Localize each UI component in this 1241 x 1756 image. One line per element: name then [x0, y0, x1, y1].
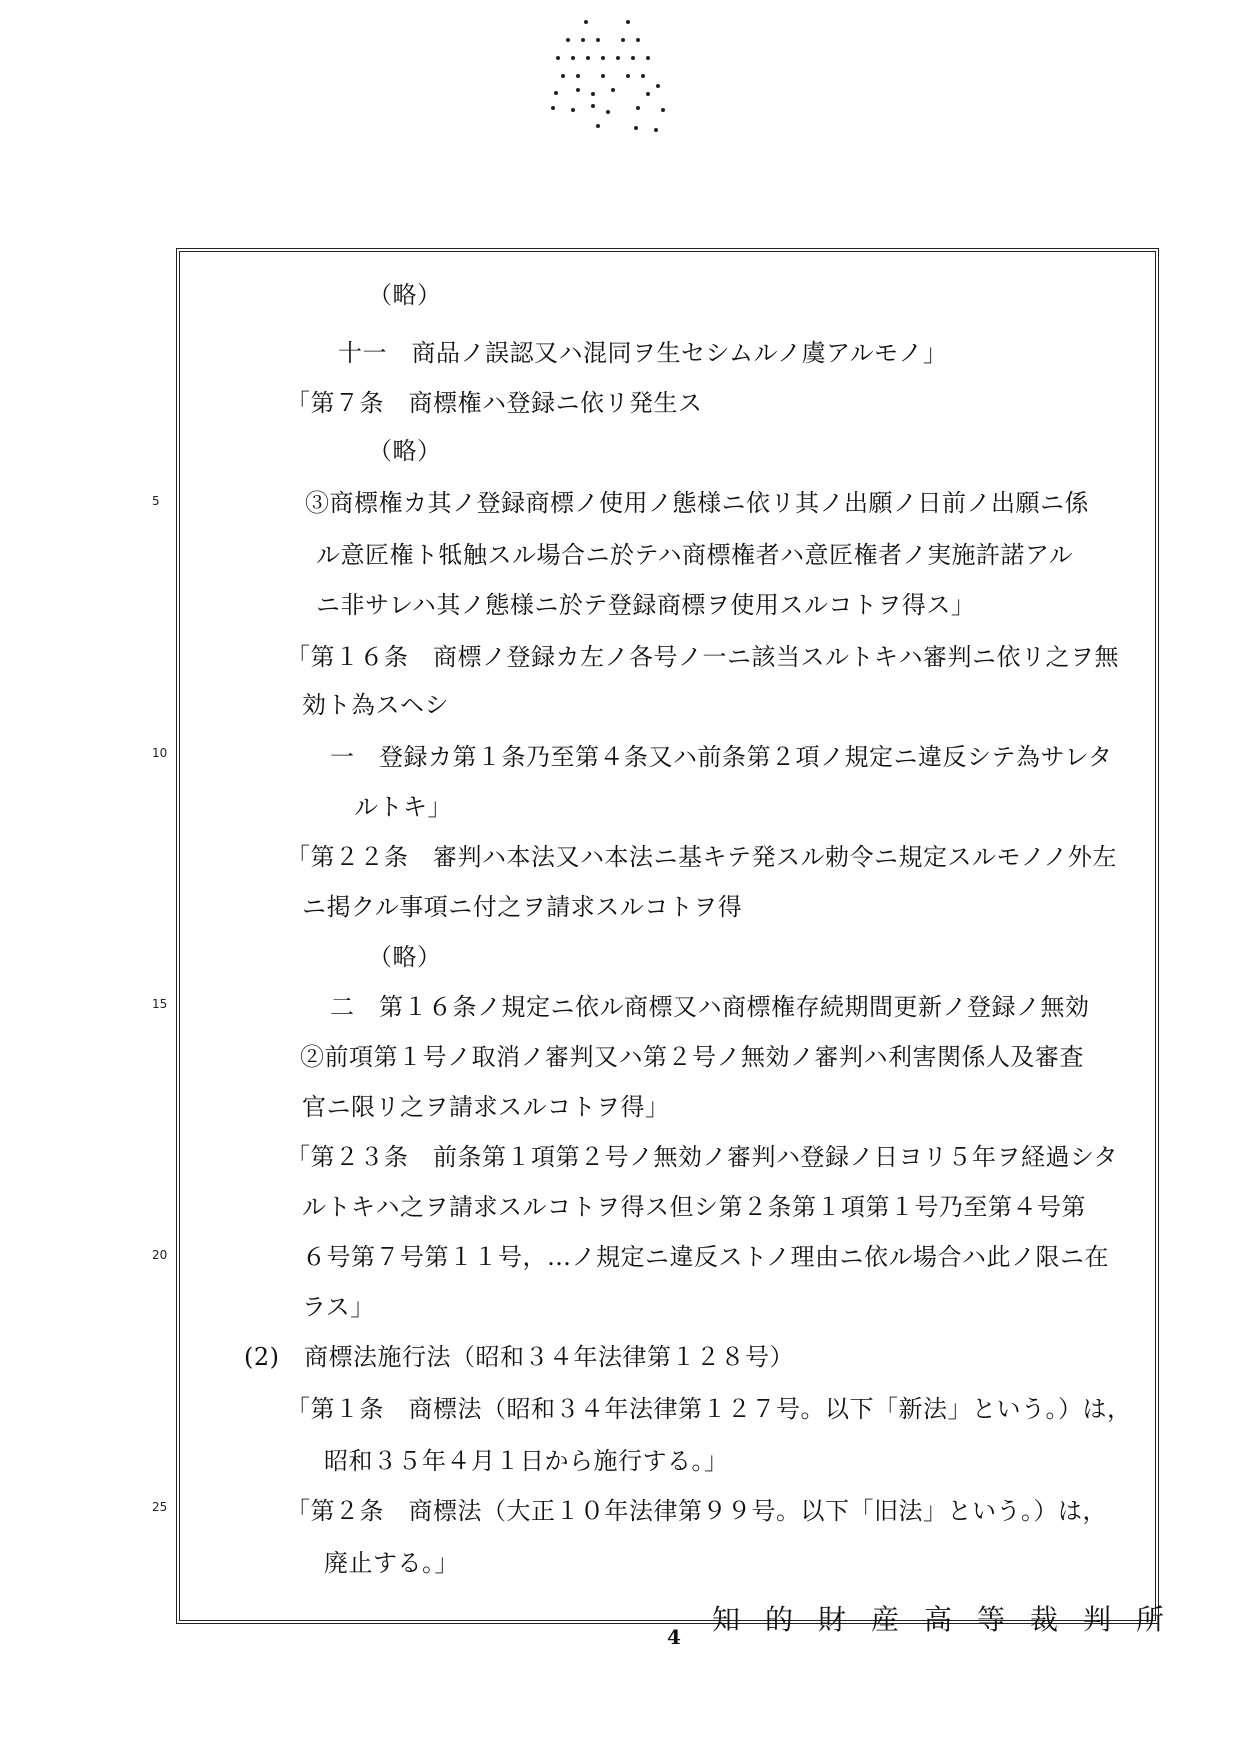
line-number: 25	[152, 1500, 168, 1514]
text-line: 一 登録カ第１条乃至第４条又ハ前条第２項ノ規定ニ違反シテ為サレタ	[330, 743, 1113, 771]
court-name: 知的財産高等裁判所	[712, 1603, 1190, 1636]
page-number: 4	[667, 1625, 681, 1649]
text-line: 「第１６条 商標ノ登録カ左ノ各号ノ一ニ該当スルトキハ審判ニ依リ之ヲ無	[286, 643, 1119, 671]
line-number: 10	[152, 746, 168, 760]
text-line: ル意匠権ト牴触スル場合ニ於テハ商標権者ハ意匠権者ノ実施許諾アル	[316, 541, 1074, 569]
text-line: （略）	[368, 437, 442, 465]
text-line: ②前項第１号ノ取消ノ審判又ハ第２号ノ無効ノ審判ハ利害関係人及審査	[300, 1043, 1084, 1071]
text-line: 「第２条 商標法（大正１０年法律第９９号。以下「旧法」という。）は，	[286, 1497, 1107, 1525]
text-line: 二 第１６条ノ規定ニ依ル商標又ハ商標権存続期間更新ノ登録ノ無効	[330, 993, 1090, 1021]
text-line: ラス」	[302, 1293, 375, 1321]
text-line: （略）	[368, 943, 442, 971]
text-line: 「第１条 商標法（昭和３４年法律第１２７号。以下「新法」という。）は，	[286, 1395, 1132, 1423]
text-line: 効ト為スヘシ	[302, 691, 449, 719]
text-line: 十一 商品ノ誤認又ハ混同ヲ生セシムルノ虞アルモノ」	[338, 339, 948, 367]
line-number: 20	[152, 1248, 168, 1262]
text-line: 「第２３条 前条第１項第２号ノ無効ノ審判ハ登録ノ日ヨリ５年ヲ経過シタ	[286, 1143, 1119, 1171]
text-line: 昭和３５年４月１日から施行する。」	[324, 1447, 729, 1475]
text-line: ニ掲クル事項ニ付之ヲ請求スルコトヲ得	[302, 893, 743, 921]
text-line: 「第７条 商標権ハ登録ニ依リ発生ス	[286, 389, 703, 417]
line-number: 15	[152, 997, 168, 1011]
text-line: ６号第７号第１１号，…ノ規定ニ違反ストノ理由ニ依ル場合ハ此ノ限ニ在	[302, 1243, 1110, 1271]
text-line: 廃止する。」	[324, 1549, 459, 1577]
text-line: ルトキ」	[354, 793, 452, 821]
text-line: 「第２２条 審判ハ本法又ハ本法ニ基キテ発スル勅令ニ規定スルモノノ外左	[286, 843, 1117, 871]
text-line: （略）	[368, 281, 442, 309]
text-line: (2) 商標法施行法（昭和３４年法律第１２８号）	[244, 1343, 794, 1371]
text-line: ③商標権カ其ノ登録商標ノ使用ノ態様ニ依リ其ノ出願ノ日前ノ出願ニ係	[305, 489, 1089, 517]
text-line: ルトキハ之ヲ請求スルコトヲ得ス但シ第２条第１項第１号乃至第４号第	[302, 1193, 1086, 1221]
text-line: 官ニ限リ之ヲ請求スルコトヲ得」	[302, 1093, 670, 1121]
court-seal	[548, 18, 688, 138]
text-line: ニ非サレハ其ノ態様ニ於テ登録商標ヲ使用スルコトヲ得ス」	[316, 591, 976, 619]
line-number: 5	[152, 494, 160, 508]
